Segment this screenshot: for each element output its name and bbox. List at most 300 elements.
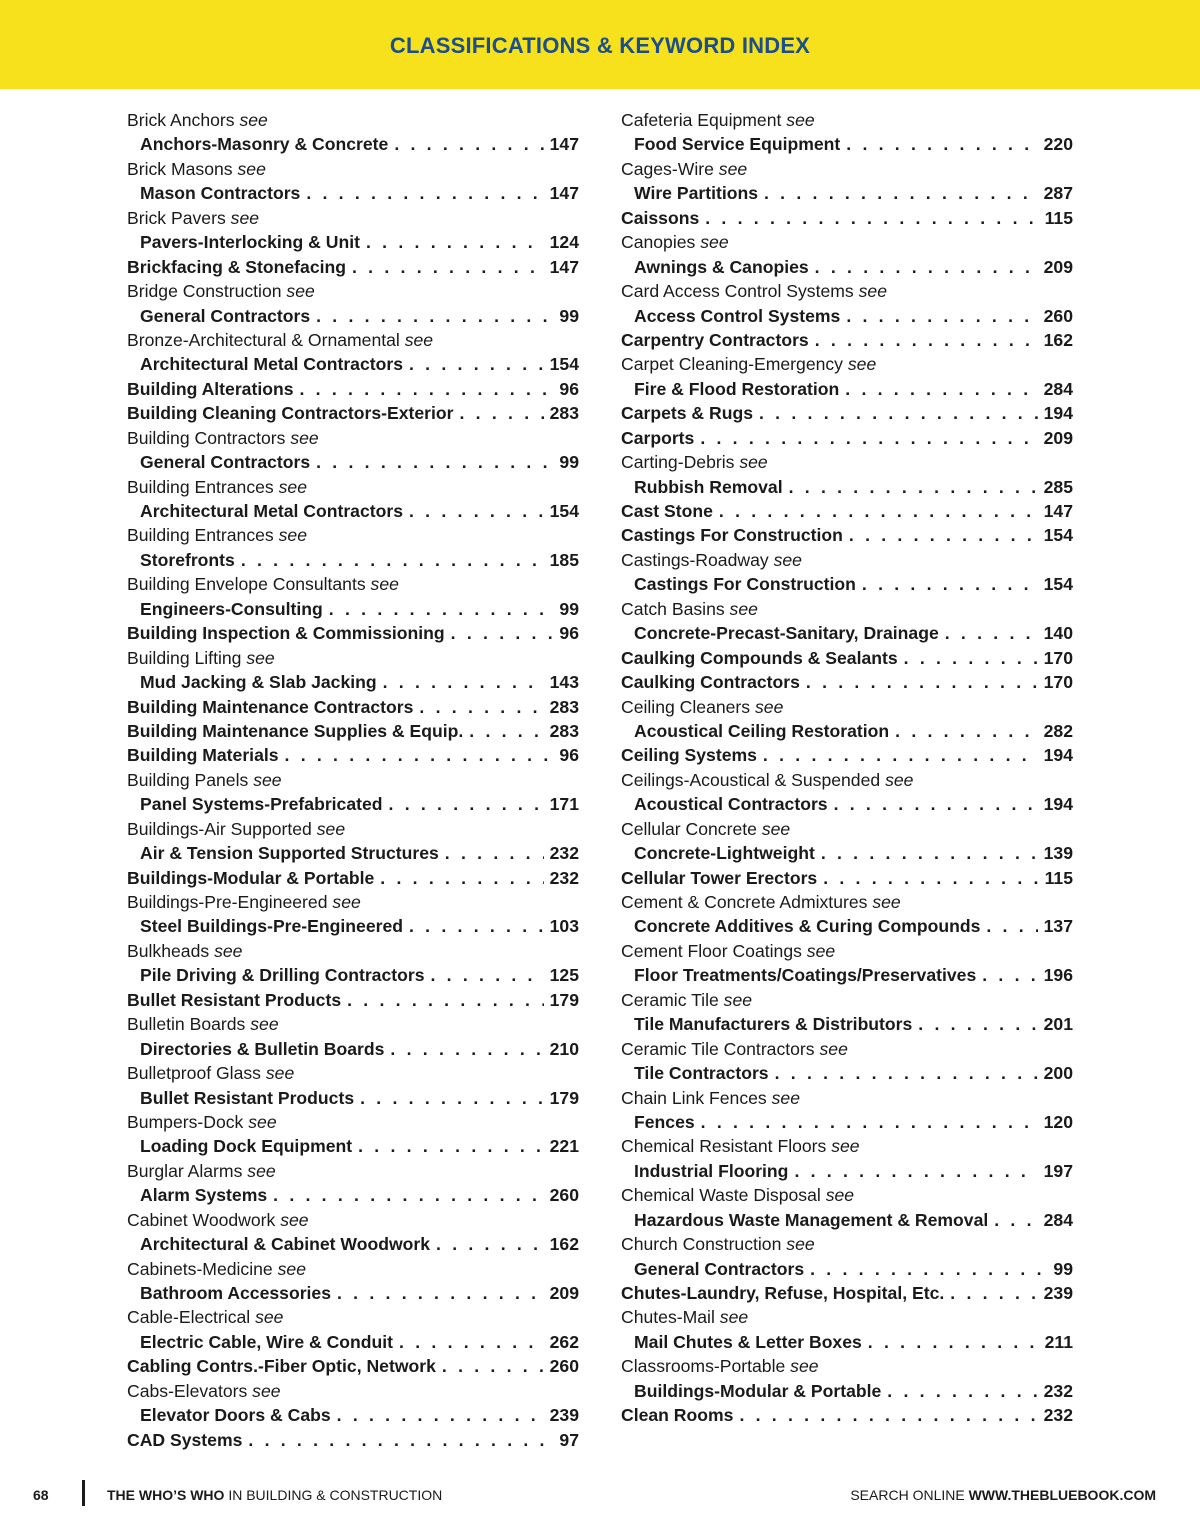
classification-entry[interactable] — [621, 206, 1073, 230]
classification-entry[interactable] — [127, 719, 579, 743]
classification-name: CAD Systems — [127, 1429, 243, 1450]
see-label: see — [831, 1136, 860, 1157]
see-target-entry[interactable] — [621, 621, 1073, 645]
dot-leader — [383, 792, 544, 816]
cross-reference-entry — [621, 988, 1073, 1012]
page-reference: 154 — [1043, 525, 1073, 546]
see-target-entry[interactable] — [621, 841, 1073, 865]
classification-name: Access Control Systems — [634, 305, 841, 326]
see-target-entry[interactable] — [621, 1110, 1073, 1134]
dot-leader — [815, 841, 1038, 865]
dot-leader — [699, 206, 1038, 230]
see-label: see — [754, 696, 784, 717]
page-reference: 147 — [1043, 501, 1073, 521]
dot-leader — [354, 1086, 544, 1110]
see-target-entry[interactable] — [127, 1037, 579, 1061]
cross-reference-entry — [127, 768, 579, 792]
cross-reference-entry — [127, 108, 579, 132]
reference-term: Cable-Electrical — [127, 1307, 251, 1328]
classification-entry[interactable] — [127, 1354, 579, 1378]
reference-term: Brick Masons — [127, 158, 233, 179]
reference-term: Bulletproof Glass — [127, 1063, 261, 1084]
cross-reference-entry — [127, 1305, 579, 1329]
classification-name: Caulking Contractors — [621, 672, 800, 693]
classification-name: Concrete-Precast-Sanitary, Drainage — [634, 623, 939, 644]
classification-entry[interactable] — [127, 621, 579, 645]
see-target-entry[interactable] — [127, 963, 579, 987]
page-reference: 201 — [1043, 1014, 1073, 1035]
classification-name: Chutes-Laundry, Refuse, Hospital, Etc. — [621, 1283, 945, 1303]
reference-term: Chemical Resistant Floors — [621, 1136, 827, 1157]
page-reference: 239 — [549, 1405, 579, 1426]
dot-leader — [800, 670, 1038, 694]
classification-entry[interactable] — [127, 988, 579, 1012]
see-label: see — [290, 427, 319, 448]
dot-leader — [758, 181, 1038, 205]
cross-reference-entry — [621, 230, 1073, 254]
page-reference: 260 — [549, 1356, 579, 1377]
publication-name — [107, 1485, 442, 1505]
classification-entry[interactable] — [621, 670, 1073, 694]
page-reference: 200 — [1043, 1063, 1073, 1084]
page-reference: 96 — [559, 623, 579, 644]
classification-entry[interactable] — [621, 646, 1073, 670]
reference-term: Bridge Construction — [127, 281, 282, 302]
page-reference: 194 — [1043, 745, 1073, 766]
dot-leader — [377, 670, 544, 694]
page-reference: 283 — [549, 696, 579, 717]
dot-leader — [898, 646, 1038, 670]
dot-leader — [757, 743, 1038, 767]
classification-name: Mason Contractors — [140, 183, 301, 204]
header-banner — [0, 0, 1200, 89]
reference-term: Brick Anchors — [127, 110, 235, 130]
dot-leader — [403, 499, 544, 523]
index-column-left — [127, 108, 579, 1452]
classification-name: Fire & Flood Restoration — [634, 378, 840, 399]
see-target-entry[interactable] — [621, 1012, 1073, 1036]
classification-name: Castings For Construction — [634, 574, 856, 595]
reference-term: Ceramic Tile Contractors — [621, 1038, 815, 1059]
cross-reference-entry — [127, 1208, 579, 1232]
classification-name: Cast Stone — [621, 501, 713, 521]
reference-term: Burglar Alarms — [127, 1160, 243, 1181]
classification-name: Ceiling Systems — [621, 745, 757, 766]
dot-leader — [310, 304, 553, 328]
see-label: see — [718, 158, 748, 179]
see-target-entry[interactable] — [621, 914, 1073, 938]
see-target-entry[interactable] — [127, 914, 579, 938]
dot-leader — [384, 1037, 543, 1061]
page-reference: 262 — [549, 1331, 579, 1352]
see-label: see — [278, 525, 307, 546]
cross-reference-entry — [621, 890, 1073, 914]
classification-entry[interactable] — [127, 377, 579, 401]
dot-leader — [393, 1330, 544, 1354]
dot-leader — [817, 866, 1038, 890]
dot-leader — [912, 1012, 1037, 1036]
see-target-entry[interactable] — [621, 719, 1073, 743]
see-label: see — [739, 452, 768, 473]
dot-leader — [445, 621, 554, 645]
cross-reference-entry — [127, 1159, 579, 1183]
classification-name: Architectural Metal Contractors — [140, 354, 403, 375]
classification-name: Building Maintenance Supplies & Equip. — [127, 720, 464, 741]
reference-term: Cabinet Woodwork — [127, 1209, 276, 1230]
reference-term: Building Panels — [127, 769, 249, 790]
see-label: see — [250, 1014, 279, 1035]
cross-reference-entry — [127, 475, 579, 499]
see-target-entry[interactable] — [127, 132, 579, 156]
see-target-entry[interactable] — [127, 1330, 579, 1354]
page-reference: 179 — [549, 989, 579, 1010]
see-target-entry[interactable] — [127, 1086, 579, 1110]
see-target-entry[interactable] — [127, 450, 579, 474]
page-reference: 283 — [549, 403, 579, 424]
classification-name: Mud Jacking & Slab Jacking — [140, 672, 377, 693]
cross-reference-entry — [127, 890, 579, 914]
see-target-entry[interactable] — [621, 572, 1073, 596]
classification-name: Buildings-Modular & Portable — [127, 867, 375, 888]
see-label: see — [252, 1380, 281, 1401]
dot-leader — [733, 1403, 1037, 1427]
cross-reference-entry — [621, 1305, 1073, 1329]
page-reference: 103 — [549, 916, 579, 937]
classification-name: Industrial Flooring — [634, 1160, 789, 1181]
dot-leader — [713, 499, 1038, 523]
see-target-entry[interactable] — [621, 181, 1073, 205]
see-label: see — [819, 1038, 848, 1059]
reference-term: Cellular Concrete — [621, 818, 757, 839]
page-reference: 99 — [559, 305, 579, 326]
cross-reference-entry — [621, 352, 1073, 376]
dot-leader — [862, 1330, 1039, 1354]
page-reference: 232 — [549, 867, 579, 888]
page-reference: 120 — [1043, 1111, 1073, 1132]
search-online-label: SEARCH ONLINE — [850, 1487, 969, 1503]
dot-leader — [360, 230, 544, 254]
cross-reference-entry — [127, 328, 579, 352]
classification-name: Electric Cable, Wire & Conduit — [140, 1331, 394, 1352]
page-reference: 260 — [1043, 305, 1073, 326]
classification-name: General Contractors — [634, 1258, 805, 1279]
page-reference: 96 — [559, 378, 579, 399]
page-reference: 147 — [549, 183, 579, 204]
reference-term: Brick Pavers — [127, 207, 226, 228]
reference-term: Bronze-Architectural & Ornamental — [127, 329, 400, 350]
page-reference: 211 — [1044, 1331, 1073, 1352]
classification-name: Storefronts — [140, 549, 235, 570]
page-reference: 137 — [1043, 916, 1073, 937]
see-label: see — [786, 1234, 815, 1255]
dot-leader — [804, 1257, 1047, 1281]
dot-leader — [788, 1159, 1037, 1183]
see-label: see — [847, 354, 877, 375]
classification-entry[interactable] — [621, 426, 1073, 450]
classification-name: Pavers-Interlocking & Unit — [140, 232, 360, 253]
see-label: see — [885, 769, 914, 790]
classification-name: Tile Manufacturers & Distributors — [634, 1014, 913, 1035]
cross-reference-entry — [621, 279, 1073, 303]
classification-name: Carports — [621, 427, 695, 448]
page-reference: 197 — [1043, 1160, 1073, 1181]
classification-entry[interactable] — [127, 743, 579, 767]
see-target-entry[interactable] — [127, 1134, 579, 1158]
classification-name: General Contractors — [140, 305, 311, 326]
see-target-entry[interactable] — [127, 1281, 579, 1305]
classification-name: Architectural & Cabinet Woodwork — [140, 1234, 431, 1255]
see-label: see — [404, 329, 434, 350]
cross-reference-entry — [127, 939, 579, 963]
classification-name: Floor Treatments/Coatings/Preservatives — [634, 965, 977, 986]
page-reference: 179 — [549, 1087, 579, 1108]
page-reference: 194 — [1043, 794, 1073, 815]
classification-name: Elevator Doors & Cabs — [140, 1405, 331, 1426]
see-label: see — [280, 1209, 309, 1230]
page-reference: 99 — [559, 598, 579, 619]
reference-term: Cages-Wire — [621, 158, 714, 179]
cross-reference-entry — [127, 279, 579, 303]
reference-term: Building Envelope Consultants — [127, 574, 366, 595]
see-target-entry[interactable] — [621, 792, 1073, 816]
see-label: see — [214, 940, 243, 961]
classification-entry[interactable] — [621, 866, 1073, 890]
classification-name: Brickfacing & Stonefacing — [127, 256, 346, 277]
cross-reference-entry — [621, 1354, 1073, 1378]
cross-reference-entry — [127, 1257, 579, 1281]
see-label: see — [773, 549, 802, 570]
page-reference: 124 — [549, 232, 579, 253]
cross-reference-entry — [621, 1183, 1073, 1207]
classification-name: Carpets & Rugs — [621, 403, 753, 424]
cross-reference-entry — [127, 1061, 579, 1085]
classification-name: Caissons — [621, 207, 700, 228]
dot-leader — [436, 1354, 544, 1378]
see-target-entry[interactable] — [127, 597, 579, 621]
dot-leader — [840, 132, 1037, 156]
reference-term: Buildings-Air Supported — [127, 818, 312, 839]
dot-leader — [331, 1281, 544, 1305]
see-label: see — [265, 1063, 295, 1084]
classification-entry[interactable] — [127, 695, 579, 719]
see-target-entry[interactable] — [621, 1061, 1073, 1085]
classification-entry[interactable] — [621, 743, 1073, 767]
page-reference: 139 — [1043, 843, 1073, 864]
page-reference: 99 — [559, 452, 579, 473]
classification-name: Bullet Resistant Products — [127, 989, 342, 1010]
page-reference: 283 — [549, 720, 579, 741]
cross-reference-entry — [621, 1086, 1073, 1110]
classification-name: Steel Buildings-Pre-Engineered — [140, 916, 403, 937]
classification-entry[interactable] — [127, 1428, 579, 1452]
see-target-entry[interactable] — [127, 1183, 579, 1207]
see-target-entry[interactable] — [127, 499, 579, 523]
page-reference: 154 — [1043, 574, 1073, 595]
page-reference: 220 — [1043, 134, 1073, 155]
reference-term: Bulkheads — [127, 940, 210, 961]
reference-term: Chemical Waste Disposal — [621, 1185, 821, 1206]
page-reference: 170 — [1043, 647, 1073, 668]
cross-reference-entry — [621, 157, 1073, 181]
classification-name: Awnings & Canopies — [634, 256, 809, 277]
reference-term: Ceramic Tile — [621, 989, 719, 1010]
see-label: see — [255, 1307, 284, 1328]
cross-reference-entry — [127, 1379, 579, 1403]
page-reference: 209 — [1043, 256, 1073, 277]
dot-leader — [403, 914, 544, 938]
cross-reference-entry — [621, 695, 1073, 719]
classification-name: Rubbish Removal — [634, 476, 783, 497]
see-target-entry[interactable] — [127, 670, 579, 694]
classification-name: Wire Partitions — [634, 183, 758, 204]
see-target-entry[interactable] — [127, 1232, 579, 1256]
classification-name: Panel Systems-Prefabricated — [140, 794, 383, 815]
see-target-entry[interactable] — [621, 475, 1073, 499]
cross-reference-entry — [127, 646, 579, 670]
classification-name: Engineers-Consulting — [140, 598, 323, 619]
classification-entry[interactable] — [621, 401, 1073, 425]
cross-reference-entry — [127, 1110, 579, 1134]
classification-name: Castings For Construction — [621, 525, 843, 546]
page-reference: 154 — [549, 501, 579, 521]
page-reference: 287 — [1043, 183, 1073, 204]
reference-term: Building Contractors — [127, 427, 286, 448]
see-label: see — [237, 158, 266, 179]
reference-term: Ceiling Cleaners — [621, 696, 751, 717]
see-target-entry[interactable] — [127, 841, 579, 865]
dot-leader — [323, 597, 554, 621]
see-target-entry[interactable] — [127, 230, 579, 254]
see-label: see — [790, 1356, 819, 1377]
dot-leader — [235, 548, 544, 572]
see-label: see — [771, 1087, 800, 1108]
reference-term: Building Lifting — [127, 647, 242, 668]
classification-name: Clean Rooms — [621, 1405, 734, 1426]
dot-leader — [843, 523, 1038, 547]
page-reference: 260 — [549, 1185, 579, 1206]
cross-reference-entry — [621, 450, 1073, 474]
reference-term: Castings-Roadway — [621, 549, 769, 570]
dot-leader — [242, 1428, 553, 1452]
website-link[interactable]: WWW.THEBLUEBOOK.COM — [968, 1487, 1156, 1503]
classification-entry[interactable] — [621, 1403, 1073, 1427]
see-target-entry[interactable] — [127, 181, 579, 205]
classification-entry[interactable] — [127, 866, 579, 890]
dot-leader — [267, 1183, 544, 1207]
dot-leader — [980, 914, 1037, 938]
see-label: see — [230, 207, 260, 228]
page-reference: 162 — [549, 1234, 579, 1255]
see-target-entry[interactable] — [127, 792, 579, 816]
dot-leader — [881, 1379, 1037, 1403]
see-target-entry[interactable] — [621, 1159, 1073, 1183]
see-target-entry[interactable] — [621, 132, 1073, 156]
reference-term: Canopies — [621, 232, 696, 253]
see-target-entry[interactable] — [621, 304, 1073, 328]
see-target-entry[interactable] — [621, 1257, 1073, 1281]
page-reference: 154 — [549, 354, 579, 375]
dot-leader — [439, 841, 544, 865]
classification-entry[interactable] — [621, 523, 1073, 547]
see-label: see — [247, 1160, 276, 1181]
see-target-entry[interactable] — [621, 963, 1073, 987]
classification-entry[interactable] — [621, 328, 1073, 352]
page-reference: 115 — [1044, 867, 1073, 888]
classification-name: Fences — [634, 1111, 695, 1132]
classification-name: Hazardous Waste Management & Removal — [634, 1209, 989, 1230]
dot-leader — [300, 181, 543, 205]
reference-term: Building Entrances — [127, 476, 274, 497]
see-target-entry[interactable] — [127, 1403, 579, 1427]
see-target-entry[interactable] — [621, 255, 1073, 279]
page-title: CLASSIFICATIONS & KEYWORD INDEX — [389, 33, 811, 58]
page-reference: 147 — [549, 134, 579, 155]
publication-name-bold: THE WHO’S WHO — [107, 1487, 225, 1503]
classification-entry[interactable] — [127, 401, 579, 425]
cross-reference-entry — [127, 572, 579, 596]
see-target-entry[interactable] — [621, 1330, 1073, 1354]
see-label: see — [858, 281, 887, 302]
reference-term: Bumpers-Dock — [127, 1111, 244, 1132]
cross-reference-entry — [127, 206, 579, 230]
classification-name: Concrete-Lightweight — [634, 843, 815, 864]
footer-divider — [82, 1480, 85, 1506]
page-reference: 170 — [1043, 672, 1073, 693]
page-reference: 147 — [549, 256, 579, 277]
page-reference: 171 — [549, 794, 579, 815]
cross-reference-entry — [127, 817, 579, 841]
classification-entry[interactable] — [127, 255, 579, 279]
classification-name: Loading Dock Equipment — [140, 1136, 353, 1157]
dot-leader — [331, 1403, 544, 1427]
classification-entry[interactable] — [621, 499, 1073, 523]
dot-leader — [352, 1134, 544, 1158]
page-reference: 209 — [1043, 427, 1073, 448]
page-reference: 162 — [1043, 329, 1073, 350]
see-target-entry[interactable] — [621, 1208, 1073, 1232]
see-target-entry[interactable] — [127, 304, 579, 328]
page-reference: 284 — [1043, 1209, 1073, 1230]
page-reference: 125 — [549, 965, 579, 986]
reference-term: Cabs-Elevators — [127, 1380, 248, 1401]
classification-name: Pile Driving & Drilling Contractors — [140, 965, 425, 986]
classification-name: Acoustical Ceiling Restoration — [634, 720, 890, 741]
classification-name: General Contractors — [140, 452, 311, 473]
classification-name: Food Service Equipment — [634, 134, 841, 155]
see-target-entry[interactable] — [621, 1379, 1073, 1403]
reference-term: Cement Floor Coatings — [621, 940, 802, 961]
page-reference: 143 — [549, 672, 579, 693]
reference-term: Cement & Concrete Admixtures — [621, 892, 868, 912]
reference-term: Chain Link Fences — [621, 1087, 767, 1108]
see-target-entry[interactable] — [621, 377, 1073, 401]
reference-term: Carting-Debris — [621, 452, 735, 473]
page-reference: 232 — [1043, 1405, 1073, 1426]
dot-leader — [988, 1208, 1037, 1232]
classification-entry[interactable] — [621, 1281, 1073, 1305]
classification-name: Carpentry Contractors — [621, 329, 809, 350]
dot-leader — [889, 719, 1037, 743]
page-reference: 284 — [1043, 378, 1073, 399]
see-target-entry[interactable] — [127, 548, 579, 572]
see-target-entry[interactable] — [127, 352, 579, 376]
page-reference: 232 — [1043, 1380, 1073, 1401]
dot-leader — [413, 695, 543, 719]
reference-term: Chutes-Mail — [621, 1307, 715, 1328]
cross-reference-entry — [621, 108, 1073, 132]
classification-name: Bullet Resistant Products — [140, 1087, 355, 1108]
see-label: see — [253, 769, 282, 790]
